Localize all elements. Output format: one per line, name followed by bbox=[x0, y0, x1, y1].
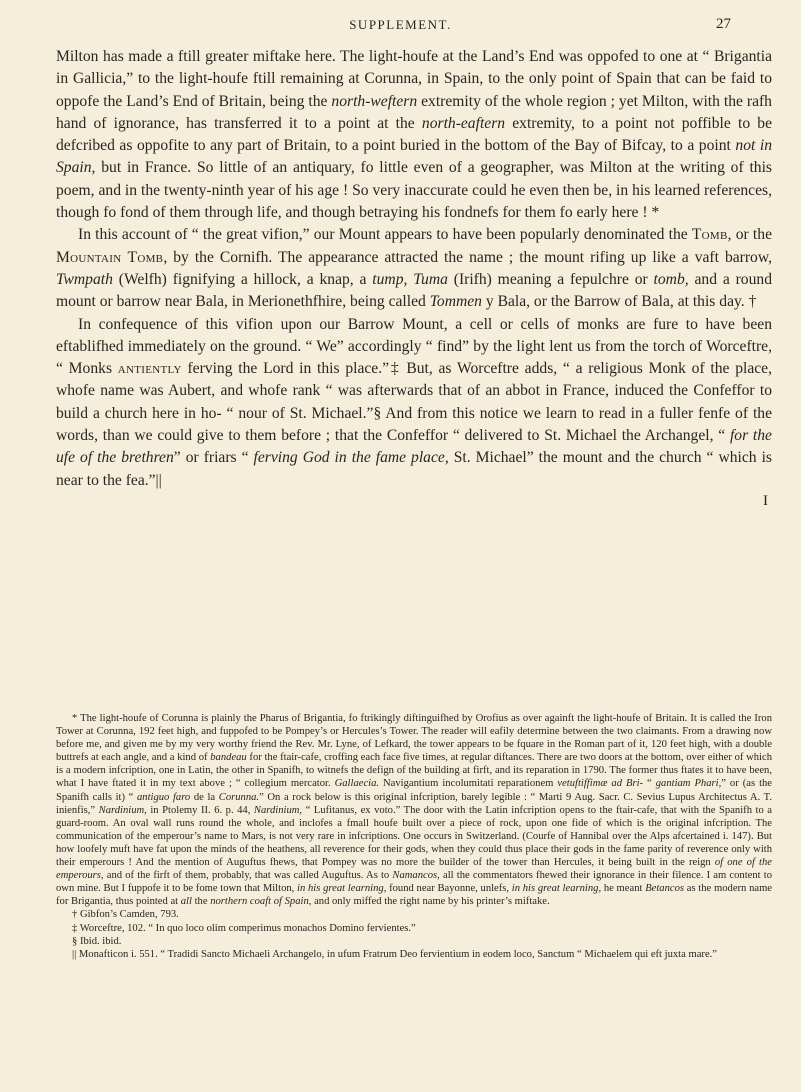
footnote bbox=[56, 908, 772, 921]
text-run: for the ftair-cafe, croffing each face five times, at regular diftances. There are two doors at the bottom, over either of which is a modern infcription, one in Latin, the other in Spanifh, to witnefs the defign of the building at firft, and its reparation in 1790. The former thus ftates it to have been, what I have ftated it in my text above ; “ collegium mercator. bbox=[56, 752, 772, 790]
small-caps-text: antiently bbox=[117, 360, 182, 378]
italic-text: of one of the emperours, bbox=[56, 857, 772, 882]
italic-text: Namancos, bbox=[392, 870, 440, 882]
text-run: extremity, to a point not poffible to be defcribed as oppofite to any part of Britain, to a point buried in the bottom of the Bay of Bifcay, to a point bbox=[56, 114, 772, 155]
text-run: Navigantium incolumitati reparationem bbox=[379, 778, 558, 790]
text-run: and only miffed the right name by his printer’s miftake. bbox=[311, 896, 550, 908]
italic-text: gantiam Phari, bbox=[655, 778, 722, 790]
text-run: , by the Cornifh. The appearance attracted the name ; the mount rifing up like a vaft barrow, bbox=[163, 248, 772, 266]
text-run: found near Bayonne, unlefs, bbox=[386, 883, 512, 895]
text-run: (Irifh) meaning a fepulchre or bbox=[447, 270, 654, 288]
text-run: ” or (as the Spanifh calls it) “ bbox=[56, 778, 773, 803]
paragraph bbox=[56, 46, 772, 224]
italic-text: Twmpath bbox=[56, 270, 113, 288]
text-run: as the modern name for Brigantia, thus pointed at bbox=[56, 883, 773, 908]
text-run: , or the bbox=[727, 226, 772, 244]
text-run: In confequence of this vifion upon our Barrow Mount, a cell or cells of monks are fure to have been eftablifhed immediately on the ground. “ We” accordingly “ find” by the light lent us from the torch of Worceftre, “ Monks bbox=[56, 315, 772, 378]
footnote bbox=[56, 935, 772, 948]
text-run: in Ptolemy II. 6. p. 44, bbox=[146, 804, 254, 816]
footnote bbox=[56, 712, 772, 908]
small-caps-text: Mountain Tomb bbox=[56, 248, 164, 266]
page-number: 27 bbox=[716, 16, 731, 32]
italic-text: Tommen bbox=[429, 293, 482, 311]
text-run: extremity of the whole region ; yet Milton, with the rafh hand of ignorance, has transferred it to a point at the bbox=[56, 92, 772, 132]
paragraph bbox=[56, 314, 772, 492]
italic-text: bandeau bbox=[210, 752, 247, 764]
text-run: and a round mount or barrow near Bala, in Merionethfhire, being called bbox=[56, 270, 772, 311]
text-run: In this account of “ the great vifion,” our Mount appears to have been popularly denominated the bbox=[78, 226, 692, 244]
text-run: Milton has made a ftill greater miftake here. The light-houfe at the Land’s End was oppofed to one at “ Brigantia in Gallicia,” to the light-houfe ftill remaining at Corunna, in Spain, to the only point of Spain that can be faid to oppofe the Land’s End of Britain, being the bbox=[56, 48, 772, 110]
italic-text: northern coaft of Spain, bbox=[210, 896, 312, 908]
text-run: ” or friars “ bbox=[173, 449, 254, 467]
text-run: all the commentators fhewed their ignorance in their filence. I am content to own mine. But I fuppofe it to be fome town that Milton, bbox=[56, 870, 772, 895]
footnotes bbox=[56, 712, 772, 961]
italic-text: north-weftern bbox=[331, 92, 418, 110]
text-run: ” On a rock below is this original infcription, barely legible : “ Marti 9 Aug. Sacr. C. Sevius Lupus Architectus A. T. inienfis,” bbox=[56, 791, 772, 816]
text-run: y Bala, or the Barrow of Bala, at this day. † bbox=[481, 293, 757, 311]
text-run: de la bbox=[190, 791, 219, 803]
text-run: and of the firft of them, probably, that was called Auguftus. As to bbox=[103, 870, 393, 882]
italic-text: tump, bbox=[372, 270, 408, 288]
italic-text: in his great learning, bbox=[297, 883, 387, 895]
main-text bbox=[56, 46, 772, 510]
footnote bbox=[56, 922, 772, 935]
italic-text: Corunna. bbox=[218, 791, 260, 803]
italic-text: for the ufe of the brethren bbox=[56, 427, 772, 467]
italic-text: Betancos bbox=[645, 883, 685, 895]
running-head: SUPPLEMENT. bbox=[349, 17, 452, 32]
italic-text: Nardinium, bbox=[98, 804, 147, 816]
italic-text: Gallaecia. bbox=[334, 778, 380, 790]
text-run: † Gibfon’s Camden, 793. bbox=[72, 909, 179, 921]
italic-text: vetuftiffimæ ad Bri- bbox=[557, 778, 644, 790]
italic-text: antiguo faro bbox=[136, 791, 191, 803]
text-run: “ bbox=[643, 778, 656, 790]
text-run: ferving the Lord in this place.”‡ But, as Worceftre adds, “ a religious Monk of the place, whofe name was Aubert, and whofe rank “ was afterwards that of an abbot in France, induced the Confeffor to build a church here in ho- “ nour of St. Michael.”§ And from this notice we learn to read in a fuller fenfe of the words, than we could give to them before ; that the Confeffor “ delivered to St. Michael the Archangel, “ bbox=[56, 360, 772, 445]
text-run: but in France. So little of an antiquary, fo little even of a geographer, was Milton at the writing of this poem, and in the twenty-ninth year of his age ! So very inaccurate could he even then be, in his learned references, though fo fond of them through life, and though betraying his fondnefs for them fo early here ! * bbox=[56, 159, 772, 222]
italic-text: ferving God in the fame place, bbox=[253, 449, 449, 467]
paragraph bbox=[56, 224, 772, 313]
text-run: “ Lufitanus, ex voto.” The door with the Latin infcription opens to the ftair-cafe, that with the Spanifh to a guard-room. An oval wall runs round the whole, and inclofes a fmall houfe built over a piece of rock, upon one fide of which is the original infcription. The communication of the emperour’s name to Mars, is not very rare in infcriptions. One occurs in Switzerland. (Courfe of Hannibal over the Alps afcertained i. 147). But how loofely muft have fat upon the minds of the heathens, all reverence for their gods, when they could thus place their gods in the fame parity of reverence only with their emperours ! And the mention of Auguftus fhews, that Pompey was no more the builder of the tower than Hercules, it being built in the reign bbox=[56, 804, 772, 869]
footnote bbox=[56, 948, 772, 961]
catchword: I bbox=[763, 492, 768, 509]
text-run: ‡ Worceftre, 102. “ In quo loco olim comperimus monachos Domino fervientes.” bbox=[72, 922, 416, 934]
italic-text: Nardinium, bbox=[253, 804, 303, 816]
small-caps-text: Tomb bbox=[691, 226, 728, 244]
page-header bbox=[0, 16, 801, 40]
text-run: (Welfh) fignifying a hillock, a knap, a bbox=[112, 270, 373, 288]
italic-text: in his great learning, bbox=[511, 883, 602, 895]
italic-text: all bbox=[180, 896, 192, 908]
text-run: he meant bbox=[601, 883, 646, 895]
text-run: || Monafticon i. 551. “ Tradidi Sancto Michaeli Archangelo, in ufum Fratrum Deo fervientium in eodem loco, Sanctum “ Michaelem qui eft juxta mare.” bbox=[72, 948, 718, 960]
italic-text: not in Spain, bbox=[56, 137, 772, 177]
text-run: St. Michael” the mount and the church “ which is near to the fea.”|| bbox=[56, 449, 772, 489]
italic-text: tomb, bbox=[653, 270, 689, 288]
text-run: * The light-houfe of Corunna is plainly the Pharus of Brigantia, fo ftrikingly diftinguifhed by Orofius as over againft the light-houfe of Britain. It is called the Iron Tower at Corunna, 192 feet high, and fuppofed to be Pompey’s or Hercules’s Tower. The reader will eafily determine between the two claimants. From a drawing now before me, and given me by my very worthy friend the Rev. Mr. Lyne, of Lefkard, the tower appears to be fquare in the Roman part of it, 120 feet high, with a double buttrefs at each angle, and a kind of bbox=[56, 713, 772, 764]
italic-text: north-eaftern bbox=[421, 114, 506, 132]
text-run: the bbox=[191, 896, 211, 908]
text-run: § Ibid. ibid. bbox=[72, 935, 122, 947]
italic-text: Tuma bbox=[413, 270, 448, 288]
